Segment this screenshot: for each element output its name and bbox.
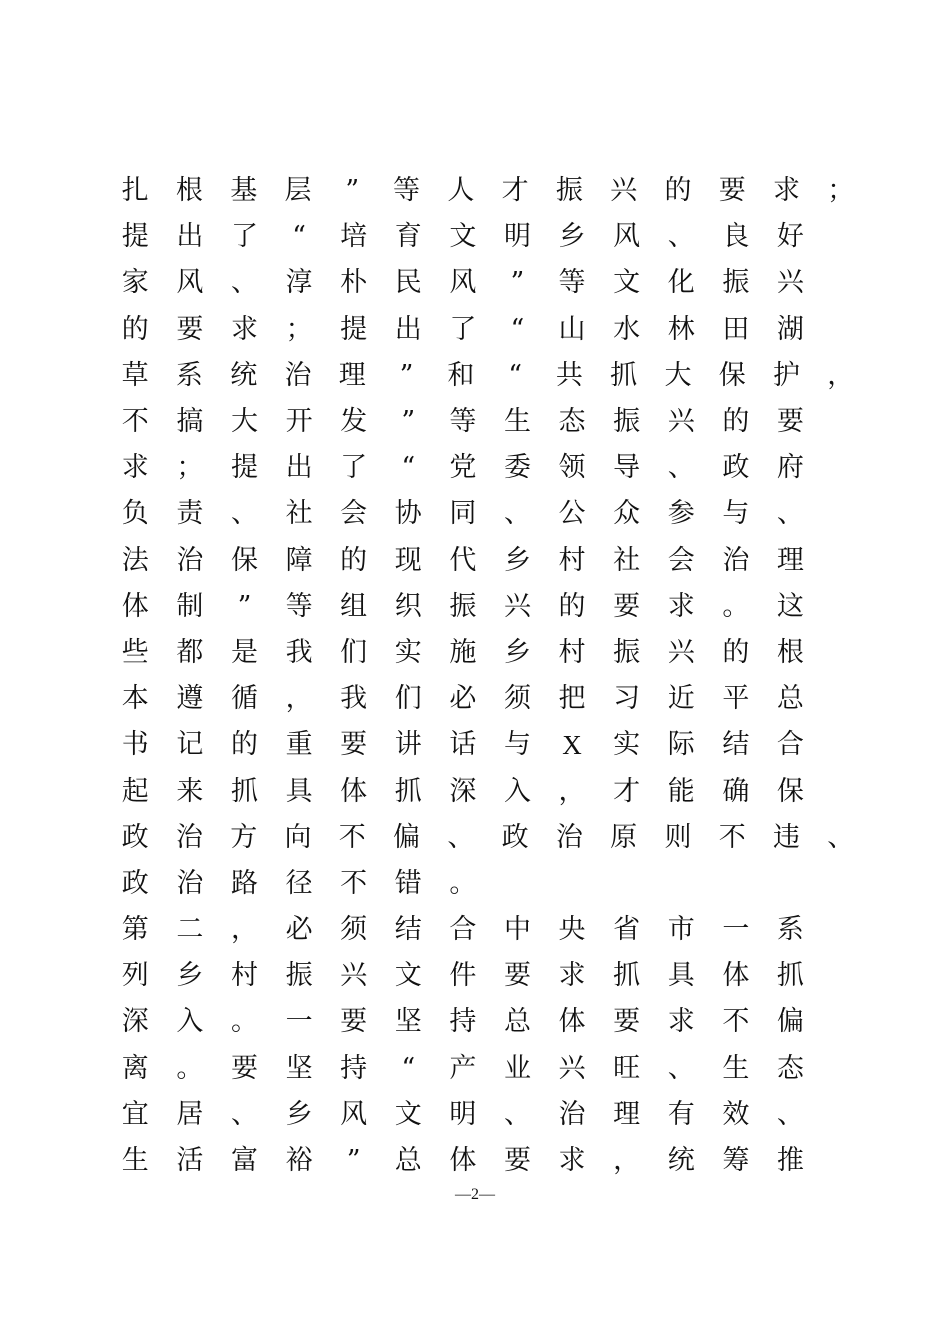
text-line: 深 入 。 一 要 坚 持 总 体 要 求 不 偏	[121, 1006, 804, 1038]
text-line: 求 ； 提 出 了 “ 党 委 领 导 、 政 府	[121, 452, 804, 484]
text-line: 家 风 、 淳 朴 民 风 ” 等 文 化 振 兴	[121, 267, 804, 299]
text-line: 列 乡 村 振 兴 文 件 要 求 抓 具 体 抓	[121, 960, 804, 992]
text-line: 提 出 了 “ 培 育 文 明 乡 风 、 良 好	[121, 221, 804, 253]
text-line: 法 治 保 障 的 现 代 乡 村 社 会 治 理	[121, 544, 804, 576]
text-line: 不 搞 大 开 发 ” 等 生 态 振 兴 的 要	[121, 406, 804, 438]
page-number: —2—	[455, 1186, 495, 1203]
text-line: 离 。 要 坚 持 “ 产 业 兴 旺 、 生 态	[121, 1052, 804, 1084]
text-line: 本 遵 循 ， 我 们 必 须 把 习 近 平 总	[121, 683, 804, 715]
text-line: 些 都 是 我 们 实 施 乡 村 振 兴 的 根	[121, 636, 804, 668]
text-line: 宜 居 、 乡 风 文 明 、 治 理 有 效 、	[121, 1098, 804, 1130]
text-line: 草 系 统 治 理 ” 和 “ 共 抓 大 保 护 ，	[121, 359, 855, 391]
text-line: 政 治 路 径 不 错 。	[121, 867, 477, 899]
text-line: 扎 根 基 层 ” 等 人 才 振 兴 的 要 求 ；	[121, 175, 855, 207]
text-line: 生 活 富 裕 ” 总 体 要 求 ， 统 筹 推	[121, 1145, 804, 1177]
text-line: 的 要 求 ； 提 出 了 “ 山 水 林 田 湖	[121, 313, 804, 345]
text-line: 第 二 ， 必 须 结 合 中 央 省 市 一 系	[121, 914, 804, 946]
text-line: 政 治 方 向 不 偏 、 政 治 原 则 不 违 、	[121, 821, 855, 853]
text-line: 书 记 的 重 要 讲 话 与 X 实 际 结 合	[121, 729, 804, 761]
body-text	[108, 168, 868, 1184]
text-line: 负 责 、 社 会 协 同 、 公 众 参 与 、	[121, 498, 804, 530]
text-line: 体 制 ” 等 组 织 振 兴 的 要 求 。 这	[121, 590, 804, 622]
text-line: 起 来 抓 具 体 抓 深 入 ， 才 能 确 保	[121, 775, 804, 807]
